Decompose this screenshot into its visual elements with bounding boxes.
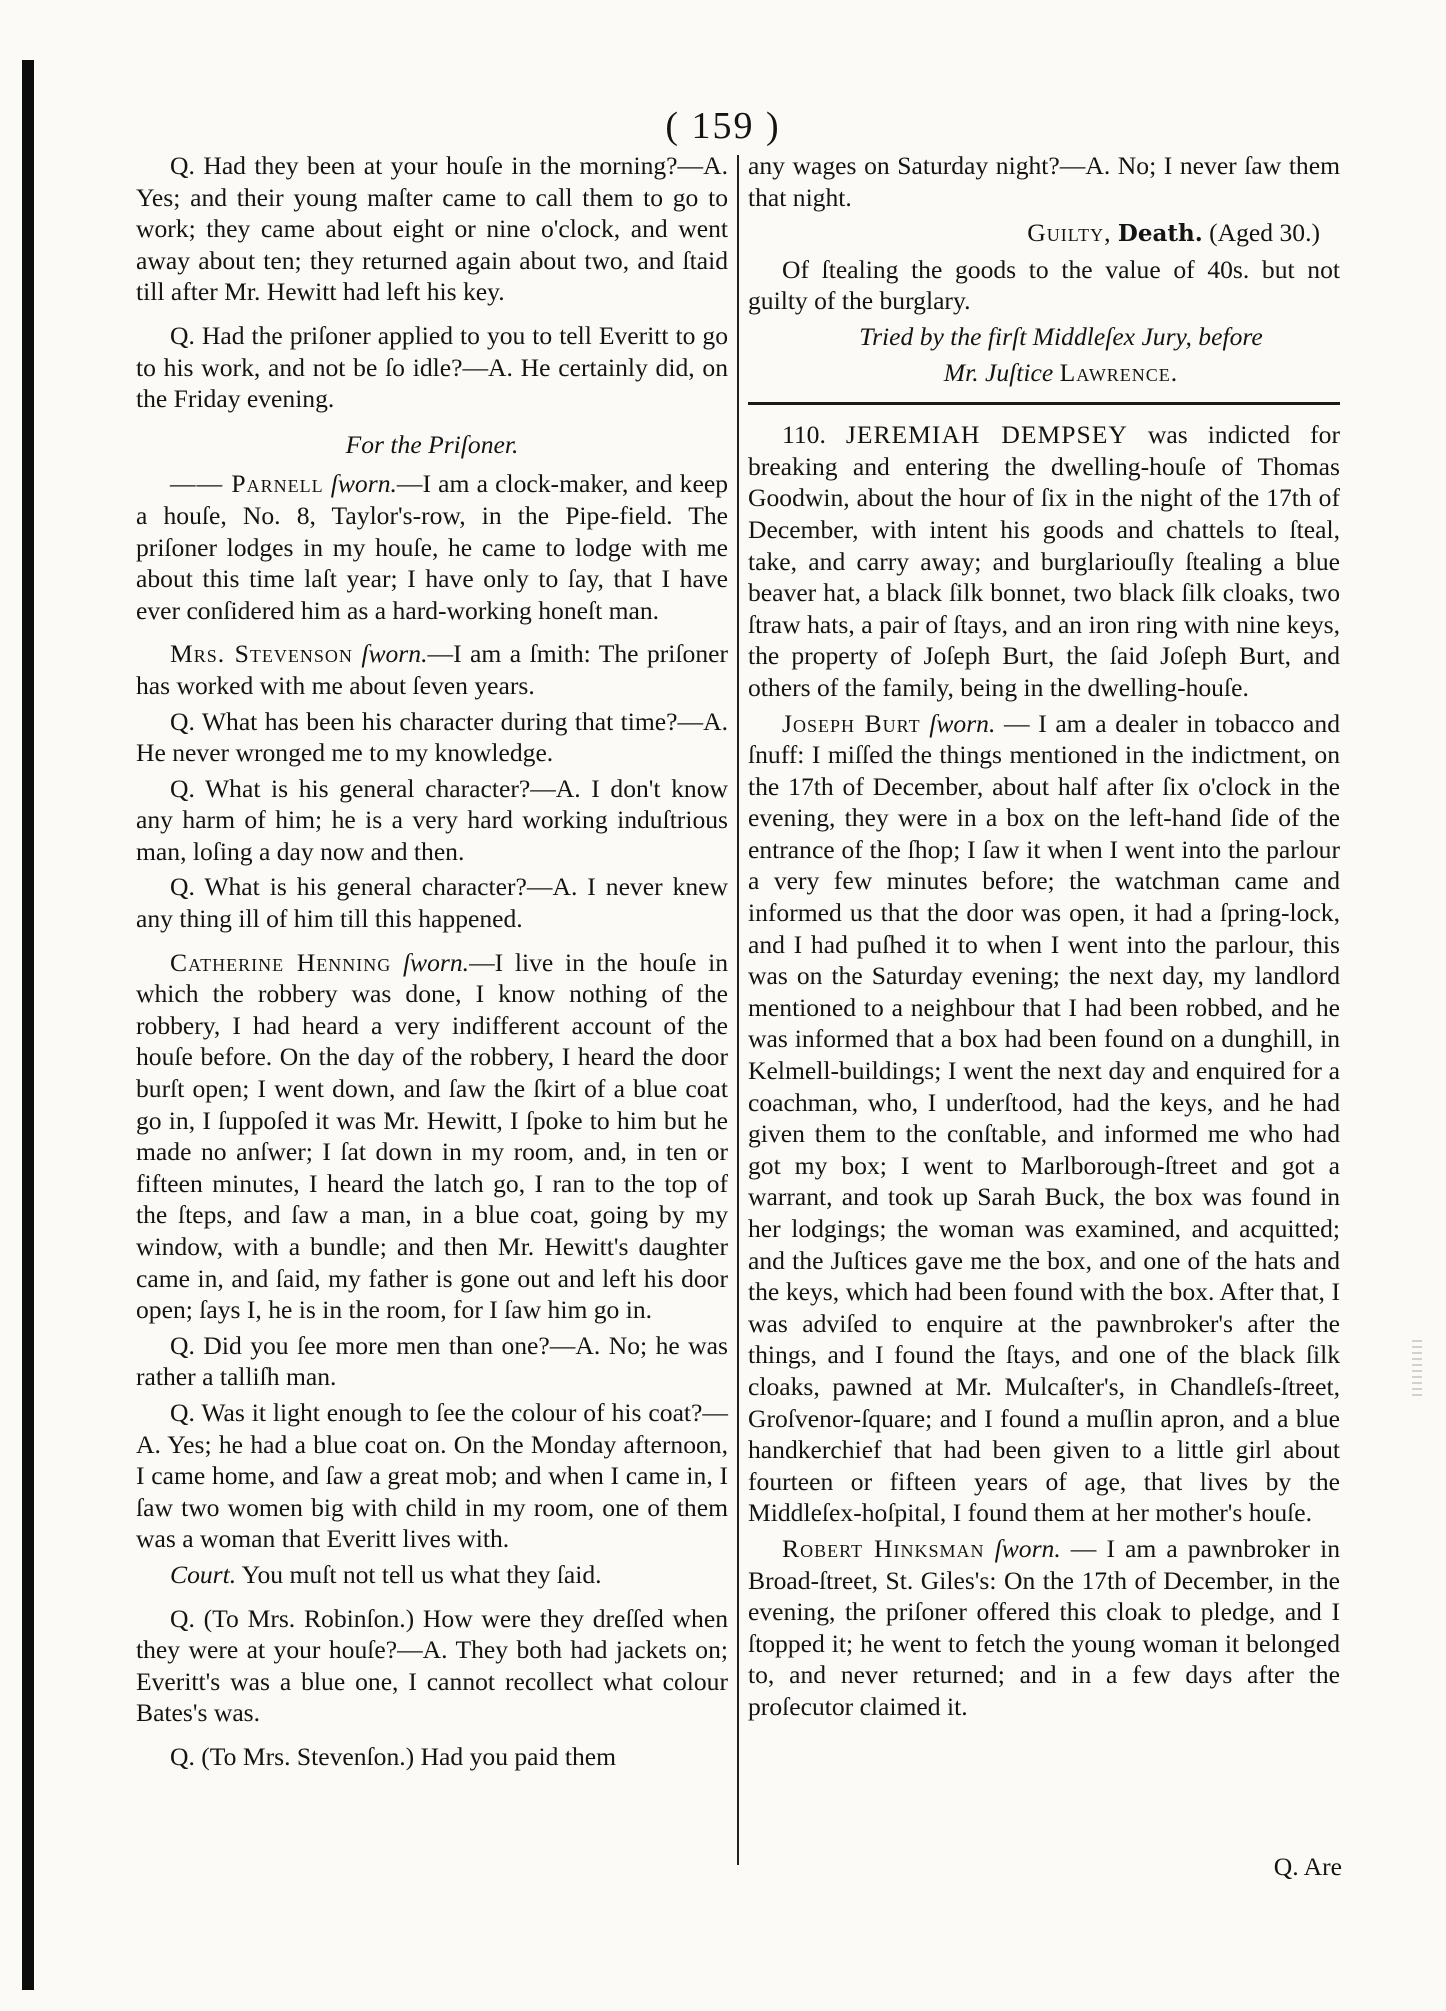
paragraph: [748, 708, 1340, 1529]
paragraph: [748, 1533, 1340, 1723]
paragraph: Q. Did you ſee more men than one?—A. No; he was rather a talliſh man.: [136, 1330, 728, 1392]
sworn-label: ſworn.: [361, 639, 428, 669]
verdict-death: Death.: [1117, 220, 1203, 248]
page-number: ( 159 ): [665, 105, 781, 147]
witness-name: Mrs. Stevenson: [170, 639, 353, 669]
paragraph: Q. What is his general character?—A. I don't know any harm of him; he is a very hard working induſtrious man, loſing a day now and then.: [136, 773, 728, 866]
column-divider: [737, 155, 739, 1865]
sworn-label: ſworn.: [929, 708, 996, 738]
paragraph: Q. What is his general character?—A. I never knew any thing ill of him till this happened.: [136, 872, 728, 934]
defendant-name: JEREMIAH DEMPSEY: [845, 420, 1128, 450]
verdict-line: [748, 217, 1340, 250]
indictment-text: was indicted for breaking and entering the dwelling-houſe of Thomas Goodwin, about the hour of ſix in the night of the 17th of December, with intent his goods and chattels to ſteal, take, and carry away; and burglariouſly ſtealing a blue beaver hat, a black ſilk bonnet, two black ſilk cloaks, two ſtraw hats, a pair of ſtays, and an iron ring with nine keys, the property of Joſeph Burt, the ſaid Joſeph Burt, and others of the family, being in the dwelling-houſe.: [748, 420, 1340, 702]
paragraph: Of ſtealing the goods to the value of 40s. but not guilty of the burglary.: [748, 254, 1340, 316]
sworn-label: ſworn.: [330, 469, 397, 499]
paragraph: Q. Had the priſoner applied to you to tell Everitt to go to his work, and not be ſo idle?—A. He certainly did, on the Friday evening.: [136, 320, 728, 414]
trial-line: Tried by the firſt Middleſex Jury, before: [859, 321, 1263, 351]
paragraph: [136, 638, 728, 701]
catchword: Q. Are: [1273, 1852, 1342, 1881]
witness-name: Catherine Henning: [170, 947, 392, 977]
testimony-text: — I am a pawnbroker in Broad-ſtreet, St. Giles's: On the 17th of December, in the evening, the priſoner offered this cloak to pledge, and I ſtopped it; he went to fetch the young woman it belonged to, and never returned; and in a few days after the proſecutor claimed it.: [748, 1533, 1340, 1721]
case-number: 110.: [782, 420, 826, 450]
paragraph: [748, 419, 1340, 703]
paragraph: Q. (To Mrs. Stevenſon.) Had you paid them: [170, 1741, 617, 1771]
justice-title: Mr. Juſtice: [943, 357, 1054, 387]
page-edge-binding: [22, 60, 34, 1990]
sworn-label: ſworn.: [402, 947, 470, 977]
paragraph: Q. Had they been at your houſe in the morning?—A. Yes; and their young maſter came to call them to go to work; they came about eight or nine o'clock, and went away about ten; they returned again about two, and ſtaid till after Mr. Hewitt had left his key.: [136, 151, 728, 307]
trial-line: [748, 357, 1340, 389]
witness-name: Robert Hinksman: [782, 1533, 985, 1563]
witness-name: Joseph Burt: [782, 708, 921, 738]
paragraph: Q. What has been his character during that time?—A. He never wronged me to my knowledge.: [136, 706, 728, 768]
justice-name: Lawrence.: [1059, 357, 1179, 387]
testimony-text: —I am a ſmith: The priſoner has worked with me about ſeven years.: [136, 639, 728, 700]
court-text: You muſt not tell us what they ſaid.: [236, 1559, 602, 1589]
margin-smudge: [1412, 1340, 1422, 1400]
sworn-label: ſworn.: [994, 1533, 1061, 1563]
right-column: [748, 150, 1340, 1727]
verdict-guilty: Guilty,: [1027, 218, 1112, 248]
testimony-text: —I am a clock-maker, and keep a houſe, No. 8, Taylor's-row, in the Pipe-field. The priſoner lodges in my houſe, he came to lodge with me about this time laſt year; I have only to ſay, that I have ever conſidered him as a hard-working honeſt man.: [136, 469, 728, 625]
testimony-text: —I live in the houſe in which the robbery was done, I know nothing of the robbery, I had heard a very indifferent account of the houſe before. On the day of the robbery, I heard the door burſt open; I went down, and ſaw the ſkirt of a blue coat go in, I ſuppoſed it was Mr. Hewitt, I ſpoke to him but he made no anſwer; I ſat down in my room, and, in ten or fifteen minutes, I heard the latch go, I ran to the top of the ſteps, and ſaw a man, in a blue coat, going by my window, with a bundle; and then Mr. Hewitt's daughter came in, and ſaid, my father is gone out and left his door open; ſays I, he is in the room, for I ſaw him go in.: [136, 947, 728, 1325]
paragraph: Q. Was it light enough to ſee the colour of his coat?—A. Yes; he had a blue coat on. On the Monday afternoon, I came home, and ſaw a great mob; and when I came in, I ſaw two women big with child in my room, one of them was a woman that Everitt lives with.: [136, 1397, 728, 1554]
court-label: Court.: [170, 1559, 237, 1589]
paragraph: any wages on Saturday night?—A. No; I never ſaw them that night.: [748, 151, 1340, 212]
witness-name: —— Parnell: [170, 469, 324, 499]
section-heading: For the Priſoner.: [345, 429, 519, 459]
verdict-age: (Aged 30.): [1209, 218, 1320, 248]
paragraph: [136, 1559, 728, 1591]
left-column: [136, 150, 728, 1777]
paragraph: Q. (To Mrs. Robinſon.) How were they dreſſed when they were at your houſe?—A. They both had jackets on; Everitt's was a blue one, I cannot recollect what colour Bates's was.: [136, 1603, 728, 1728]
testimony-text: — I am a dealer in tobacco and ſnuff: I miſſed the things mentioned in the indictment, on the 17th of December, about half after ſix o'clock in the evening, they were in a box on the left-hand ſide of the entrance of the ſhop; I ſaw it when I went into the parlour a very few minutes before; the watchman came and informed us that the door was open, it had a ſpring-lock, and I had puſhed it to when I went into the parlour, this was on the Saturday evening; the next day, my landlord mentioned to a neighbour that I had been robbed, and he was informed that a box had been found on a dunghill, in Kelmell-buildings; I went the next day and enquired for a coachman, who, I underſtood, had the keys, and he had given them to the conſtable, and informed me who had got my box; I went to Marlborough-ſtreet and got a warrant, and took up Sarah Buck, the box was found in her lodgings; the woman was examined, and acquitted; and the Juſtices gave me the box, and one of the hats and the keys, which had been found with the box. After that, I was adviſed to enquire at the pawnbroker's after the things, and I found the ſtays, and one of the black ſilk cloaks, pawned at Mr. Mulcaſter's, in Chandleſs-ſtreet, Groſvenor-ſquare; and I found a muſlin apron, and a blue handkerchief that had been given to a little girl about fourteen or fifteen years of age, that lives by the Middleſex-hoſpital, I found them at her mother's houſe.: [748, 708, 1340, 1528]
paragraph: [136, 947, 728, 1326]
section-rule: [748, 402, 1340, 405]
paragraph: [136, 468, 728, 626]
